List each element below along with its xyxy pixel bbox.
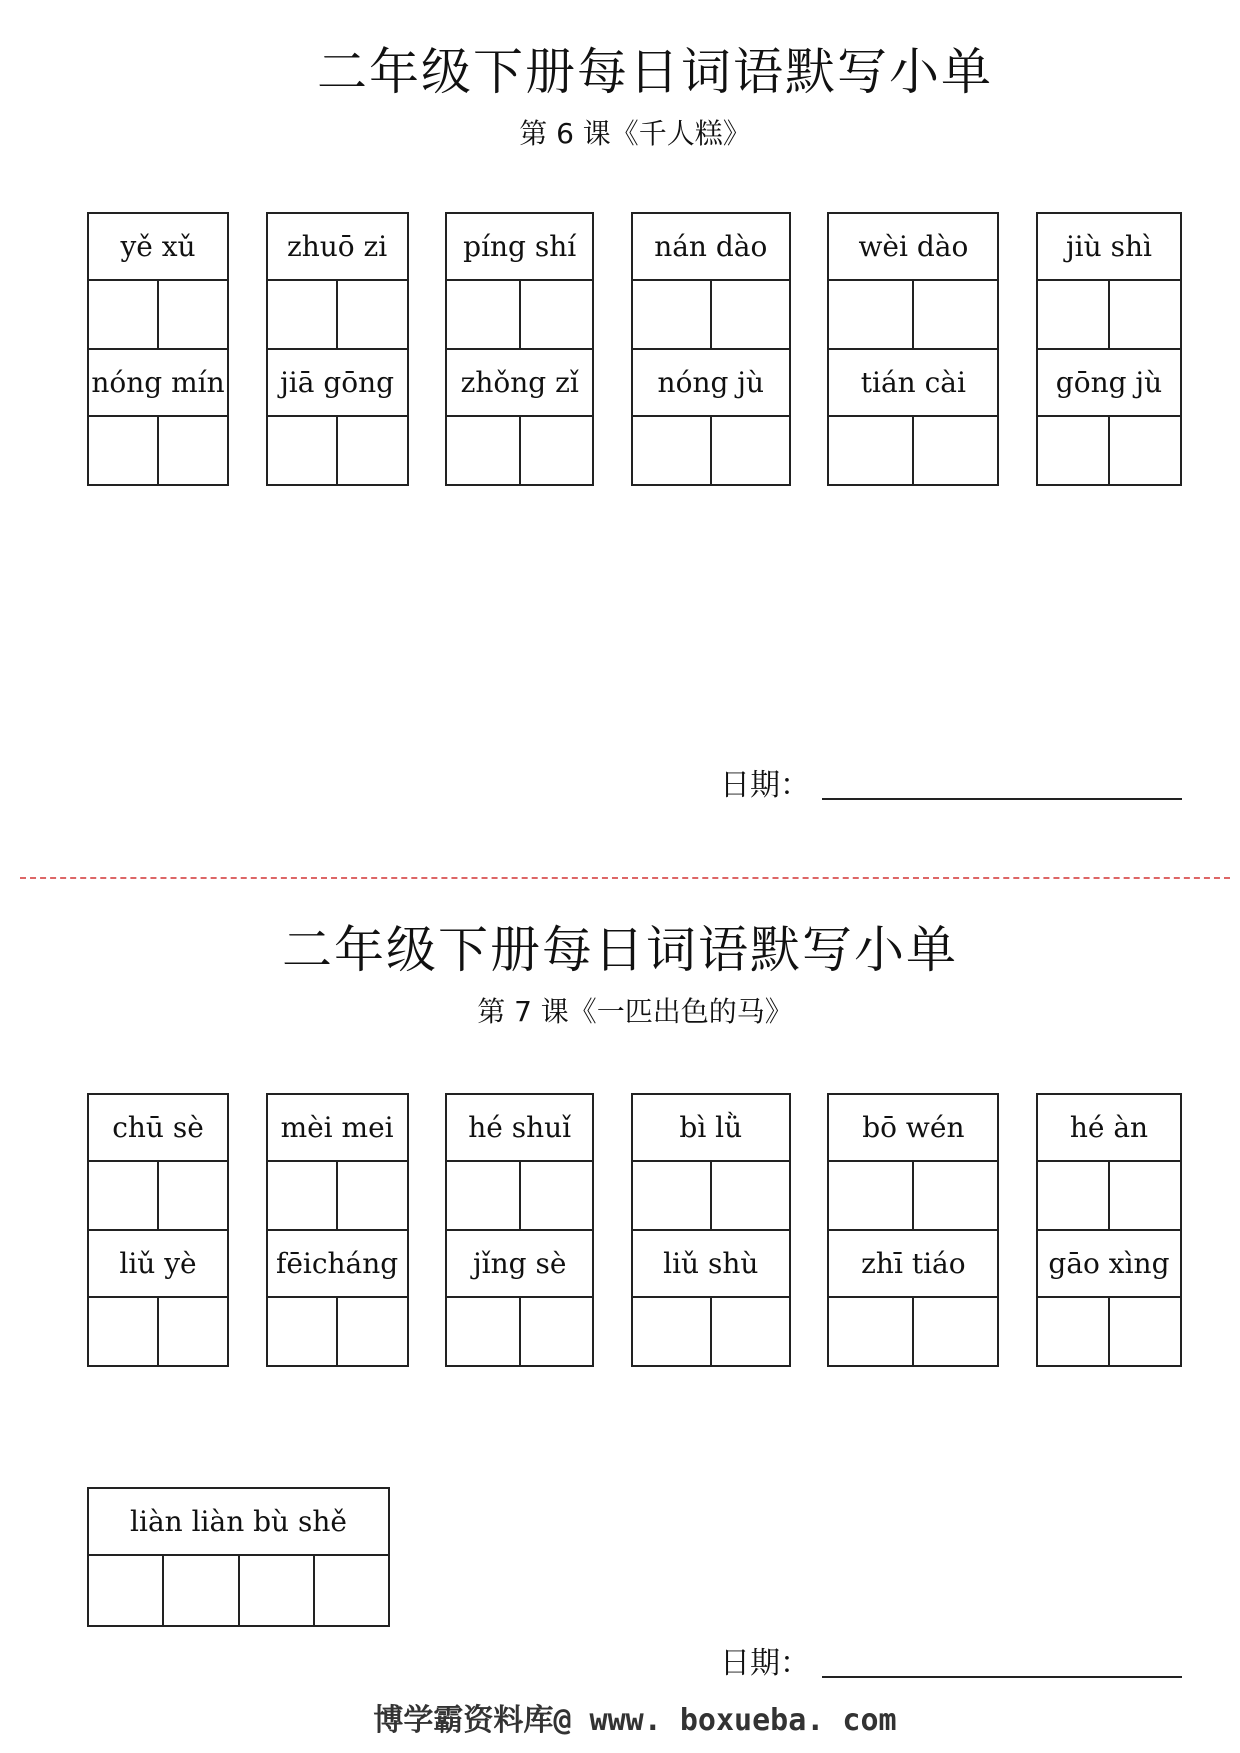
writing-cell[interactable] xyxy=(1110,1298,1180,1365)
pinyin-label: gōng jù xyxy=(1038,350,1180,417)
sheet-title: 二年级下册每日词语默写小单 xyxy=(282,921,958,979)
word-box xyxy=(631,1093,791,1367)
word-box xyxy=(827,212,999,486)
writing-cell[interactable] xyxy=(829,417,914,484)
writing-cell[interactable] xyxy=(89,1298,159,1365)
pinyin-label: gāo xìng xyxy=(1038,1231,1180,1298)
writing-cell[interactable] xyxy=(338,1162,407,1229)
word-grid xyxy=(87,212,1182,486)
writing-cell[interactable] xyxy=(447,1162,521,1229)
word-column xyxy=(445,212,594,486)
pinyin-label: wèi dào xyxy=(829,214,997,281)
pinyin-label: tián cài xyxy=(829,350,997,417)
lesson-subtitle: 第 6 课《千人糕》 xyxy=(519,117,751,150)
pinyin-label: nóng jù xyxy=(633,350,789,417)
pinyin-label: mèi mei xyxy=(268,1095,407,1162)
pinyin-label: yě xǔ xyxy=(89,214,227,281)
pinyin-label: jǐng sè xyxy=(447,1231,592,1298)
date-blank[interactable] xyxy=(822,798,1182,800)
writing-cell[interactable] xyxy=(338,1298,407,1365)
word-column xyxy=(631,212,791,486)
writing-cell[interactable] xyxy=(1110,281,1180,348)
writing-cell[interactable] xyxy=(1110,1162,1180,1229)
writing-cell[interactable] xyxy=(633,1298,712,1365)
word-column xyxy=(631,1093,791,1367)
pinyin-label: hé shuǐ xyxy=(447,1095,592,1162)
writing-cell[interactable] xyxy=(159,1162,227,1229)
pinyin-label: bì lǜ xyxy=(633,1095,789,1162)
date-label: 日期： xyxy=(720,768,810,803)
word-box xyxy=(266,1093,409,1367)
lesson-subtitle: 第 7 课《一匹出色的马》 xyxy=(477,995,793,1028)
word-box xyxy=(1036,1093,1182,1367)
pinyin-label: zhǒng zǐ xyxy=(447,350,592,417)
writing-cell[interactable] xyxy=(447,281,521,348)
word-box xyxy=(445,212,594,486)
word-column xyxy=(266,212,409,486)
lesson-6-sheet xyxy=(0,0,1240,870)
word-grid xyxy=(87,1093,1182,1367)
watermark-text: 博学霸资料库@ www. boxueba. com xyxy=(373,1703,897,1738)
writing-cell[interactable] xyxy=(164,1556,239,1625)
word-column xyxy=(1036,1093,1182,1367)
pinyin-label: nán dào xyxy=(633,214,789,281)
pinyin-label: píng shí xyxy=(447,214,592,281)
writing-cell[interactable] xyxy=(159,281,227,348)
writing-cell[interactable] xyxy=(633,417,712,484)
writing-cell[interactable] xyxy=(829,281,914,348)
cut-line-divider xyxy=(20,877,1230,879)
writing-cell[interactable] xyxy=(159,1298,227,1365)
pinyin-label: zhuō zi xyxy=(268,214,407,281)
pinyin-label: chū sè xyxy=(89,1095,227,1162)
idiom-box xyxy=(87,1487,390,1627)
writing-cell[interactable] xyxy=(89,417,159,484)
word-box xyxy=(631,212,791,486)
writing-cell[interactable] xyxy=(268,1162,339,1229)
writing-cell[interactable] xyxy=(633,281,712,348)
idiom-pinyin-label: liàn liàn bù shě xyxy=(89,1489,388,1556)
writing-cell[interactable] xyxy=(89,281,159,348)
word-column xyxy=(827,1093,999,1367)
date-blank[interactable] xyxy=(822,1676,1182,1678)
writing-cell[interactable] xyxy=(712,417,789,484)
pinyin-label: jiā gōng xyxy=(268,350,407,417)
writing-cell[interactable] xyxy=(829,1298,914,1365)
writing-cell[interactable] xyxy=(338,281,407,348)
word-box xyxy=(827,1093,999,1367)
writing-cell[interactable] xyxy=(447,1298,521,1365)
word-column xyxy=(827,212,999,486)
writing-cell[interactable] xyxy=(521,1298,593,1365)
writing-cell[interactable] xyxy=(914,1162,997,1229)
writing-cell[interactable] xyxy=(1038,281,1110,348)
writing-cell[interactable] xyxy=(447,417,521,484)
writing-cell[interactable] xyxy=(521,281,593,348)
date-row xyxy=(720,1638,1182,1682)
writing-cell[interactable] xyxy=(914,1298,997,1365)
writing-cell[interactable] xyxy=(914,281,997,348)
writing-cell[interactable] xyxy=(712,1298,789,1365)
writing-cell[interactable] xyxy=(1038,417,1110,484)
writing-cell[interactable] xyxy=(914,417,997,484)
word-box xyxy=(1036,212,1182,486)
pinyin-label: liǔ yè xyxy=(89,1231,227,1298)
writing-cell[interactable] xyxy=(1110,417,1180,484)
writing-cell[interactable] xyxy=(240,1556,315,1625)
writing-cell[interactable] xyxy=(1038,1162,1110,1229)
word-column xyxy=(87,1093,229,1367)
sheet-title: 二年级下册每日词语默写小单 xyxy=(317,43,993,101)
writing-cell[interactable] xyxy=(521,1162,593,1229)
word-box xyxy=(87,212,229,486)
writing-cell[interactable] xyxy=(268,1298,339,1365)
writing-cell[interactable] xyxy=(633,1162,712,1229)
writing-cell[interactable] xyxy=(268,281,339,348)
writing-cell[interactable] xyxy=(315,1556,388,1625)
word-column xyxy=(266,1093,409,1367)
lesson-7-sheet xyxy=(0,880,1240,1753)
word-box xyxy=(87,1093,229,1367)
writing-cell[interactable] xyxy=(1038,1298,1110,1365)
pinyin-label: zhī tiáo xyxy=(829,1231,997,1298)
pinyin-label: hé àn xyxy=(1038,1095,1180,1162)
writing-cell[interactable] xyxy=(712,281,789,348)
word-column xyxy=(1036,212,1182,486)
word-box xyxy=(445,1093,594,1367)
writing-cell[interactable] xyxy=(268,417,339,484)
date-label: 日期： xyxy=(720,1646,810,1681)
writing-cell[interactable] xyxy=(521,417,593,484)
pinyin-label: liǔ shù xyxy=(633,1231,789,1298)
pinyin-label: jiù shì xyxy=(1038,214,1180,281)
word-column xyxy=(445,1093,594,1367)
writing-cell[interactable] xyxy=(829,1162,914,1229)
writing-cell[interactable] xyxy=(89,1556,164,1625)
word-box xyxy=(266,212,409,486)
writing-cell[interactable] xyxy=(89,1162,159,1229)
pinyin-label: bō wén xyxy=(829,1095,997,1162)
writing-cell[interactable] xyxy=(712,1162,789,1229)
date-row xyxy=(720,760,1182,804)
word-column xyxy=(87,212,229,486)
pinyin-label: fēicháng xyxy=(268,1231,407,1298)
pinyin-label: nóng mín xyxy=(89,350,227,417)
writing-cell[interactable] xyxy=(338,417,407,484)
writing-cell[interactable] xyxy=(159,417,227,484)
